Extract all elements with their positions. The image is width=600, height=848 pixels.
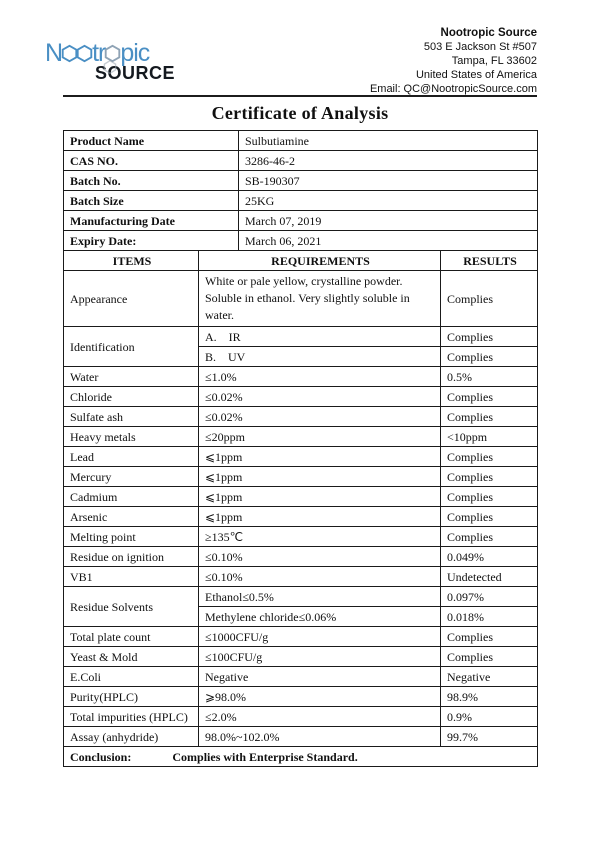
item-cell: Heavy metals — [64, 427, 199, 447]
product-value: Sulbutiamine — [239, 131, 538, 151]
product-label: Manufacturing Date — [64, 211, 239, 231]
analysis-table — [63, 250, 538, 767]
logo-text: N — [45, 38, 63, 67]
item-cell: Residue Solvents — [64, 587, 199, 627]
item-cell: E.Coli — [64, 667, 199, 687]
table-row — [64, 487, 538, 507]
item-cell: Water — [64, 367, 199, 387]
table-row — [64, 507, 538, 527]
product-value: March 06, 2021 — [239, 231, 538, 251]
table-row — [64, 427, 538, 447]
result-cell: Complies — [441, 447, 538, 467]
result-cell: <10ppm — [441, 427, 538, 447]
requirement-cell: 98.0%~102.0% — [199, 727, 441, 747]
requirement-cell: ≤0.02% — [199, 387, 441, 407]
logo-subtext: SOURCE — [95, 63, 176, 83]
result-cell: 0.018% — [441, 607, 538, 627]
table-row — [64, 407, 538, 427]
requirement-cell: ≤100CFU/g — [199, 647, 441, 667]
column-header-results: RESULTS — [441, 251, 538, 271]
requirement-cell: ⩽1ppm — [199, 507, 441, 527]
brand-logo — [45, 40, 195, 84]
item-cell: Yeast & Mold — [64, 647, 199, 667]
product-label: Product Name — [64, 131, 239, 151]
table-row — [64, 171, 538, 191]
requirement-cell: ⩽1ppm — [199, 467, 441, 487]
hexagon-icon — [76, 44, 93, 63]
certificate-tables — [63, 130, 537, 767]
table-row — [64, 707, 538, 727]
hexagon-molecule-icon — [103, 60, 117, 74]
item-cell: Mercury — [64, 467, 199, 487]
item-cell: Chloride — [64, 387, 199, 407]
requirement-cell: ⩽1ppm — [199, 487, 441, 507]
result-cell: Complies — [441, 527, 538, 547]
table-row — [64, 567, 538, 587]
product-label: Expiry Date: — [64, 231, 239, 251]
result-cell: Complies — [441, 387, 538, 407]
requirement-cell: ≤1000CFU/g — [199, 627, 441, 647]
result-cell: Complies — [441, 467, 538, 487]
table-row — [64, 687, 538, 707]
result-cell: Complies — [441, 271, 538, 327]
table-row — [64, 327, 538, 347]
product-value: SB-190307 — [239, 171, 538, 191]
product-label: CAS NO. — [64, 151, 239, 171]
table-row — [64, 467, 538, 487]
table-row — [64, 667, 538, 687]
requirement-cell: Methylene chloride≤0.06% — [199, 607, 441, 627]
requirement-cell: ≥135℃ — [199, 527, 441, 547]
table-row — [64, 151, 538, 171]
item-cell: Cadmium — [64, 487, 199, 507]
table-row — [64, 367, 538, 387]
requirement-cell: ≤1.0% — [199, 367, 441, 387]
table-row — [64, 547, 538, 567]
item-cell: Assay (anhydride) — [64, 727, 199, 747]
company-address-line3: United States of America — [415, 69, 537, 81]
requirement-cell: ≤0.02% — [199, 407, 441, 427]
product-label: Batch No. — [64, 171, 239, 191]
product-info-table — [63, 130, 538, 251]
requirement-cell: ≤0.10% — [199, 567, 441, 587]
company-name: Nootropic Source — [440, 27, 537, 39]
page-title: Certificate of Analysis — [211, 103, 389, 123]
logo-text: tr — [92, 38, 106, 67]
company-email: Email: QC@NootropicSource.com — [369, 83, 537, 95]
result-cell: Complies — [441, 647, 538, 667]
table-row — [64, 387, 538, 407]
requirement-cell: A. IR — [199, 327, 441, 347]
requirement-cell: ⩾98.0% — [199, 687, 441, 707]
header-divider — [63, 95, 537, 97]
table-row — [64, 271, 538, 327]
conclusion-value: Complies with Enterprise Standard. — [172, 749, 358, 764]
product-value: 3286-46-2 — [239, 151, 538, 171]
result-cell: 98.9% — [441, 687, 538, 707]
table-header-row — [64, 251, 538, 271]
item-cell: Appearance — [64, 271, 199, 327]
column-header-requirements: REQUIREMENTS — [199, 251, 441, 271]
result-cell: 0.5% — [441, 367, 538, 387]
result-cell: 0.049% — [441, 547, 538, 567]
requirement-cell: ≤20ppm — [199, 427, 441, 447]
item-cell: Total plate count — [64, 627, 199, 647]
table-row — [64, 727, 538, 747]
item-cell: Identification — [64, 327, 199, 367]
requirement-cell: Negative — [199, 667, 441, 687]
item-cell: Lead — [64, 447, 199, 467]
table-row — [64, 587, 538, 607]
table-row — [64, 231, 538, 251]
result-cell: Complies — [441, 407, 538, 427]
requirement-cell — [199, 271, 441, 327]
item-cell: Arsenic — [64, 507, 199, 527]
requirement-line: White or pale yellow, crystalline powder. — [205, 274, 403, 288]
result-cell: 99.7% — [441, 727, 538, 747]
company-info — [370, 26, 537, 96]
result-cell: Complies — [441, 347, 538, 367]
requirement-line: Soluble in ethanol. Very slightly soluble in water. — [205, 291, 410, 322]
result-cell: 0.9% — [441, 707, 538, 727]
result-cell: Complies — [441, 487, 538, 507]
company-address-line2: Tampa, FL 33602 — [451, 55, 537, 67]
table-row — [64, 211, 538, 231]
column-header-items: ITEMS — [64, 251, 199, 271]
requirement-cell: B. UV — [199, 347, 441, 367]
item-cell: Residue on ignition — [64, 547, 199, 567]
result-cell: Complies — [441, 507, 538, 527]
result-cell: Complies — [441, 327, 538, 347]
requirement-cell: ⩽1ppm — [199, 447, 441, 467]
company-address-line1: 503 E Jackson St #507 — [423, 41, 537, 53]
result-cell: 0.097% — [441, 587, 538, 607]
item-cell: Purity(HPLC) — [64, 687, 199, 707]
result-cell: Negative — [441, 667, 538, 687]
table-row — [64, 191, 538, 211]
requirement-cell: ≤2.0% — [199, 707, 441, 727]
product-label: Batch Size — [64, 191, 239, 211]
table-row — [64, 131, 538, 151]
item-cell: Total impurities (HPLC) — [64, 707, 199, 727]
item-cell: VB1 — [64, 567, 199, 587]
result-cell: Undetected — [441, 567, 538, 587]
table-row — [64, 627, 538, 647]
table-row — [64, 527, 538, 547]
conclusion-label: Conclusion: — [70, 749, 132, 764]
item-cell: Melting point — [64, 527, 199, 547]
requirement-cell: Ethanol≤0.5% — [199, 587, 441, 607]
conclusion-cell — [64, 747, 538, 767]
conclusion-row — [64, 747, 538, 767]
item-cell: Sulfate ash — [64, 407, 199, 427]
requirement-cell: ≤0.10% — [199, 547, 441, 567]
product-value: March 07, 2019 — [239, 211, 538, 231]
logo-text: pic — [120, 38, 150, 67]
product-value: 25KG — [239, 191, 538, 211]
table-row — [64, 447, 538, 467]
table-row — [64, 647, 538, 667]
result-cell: Complies — [441, 627, 538, 647]
